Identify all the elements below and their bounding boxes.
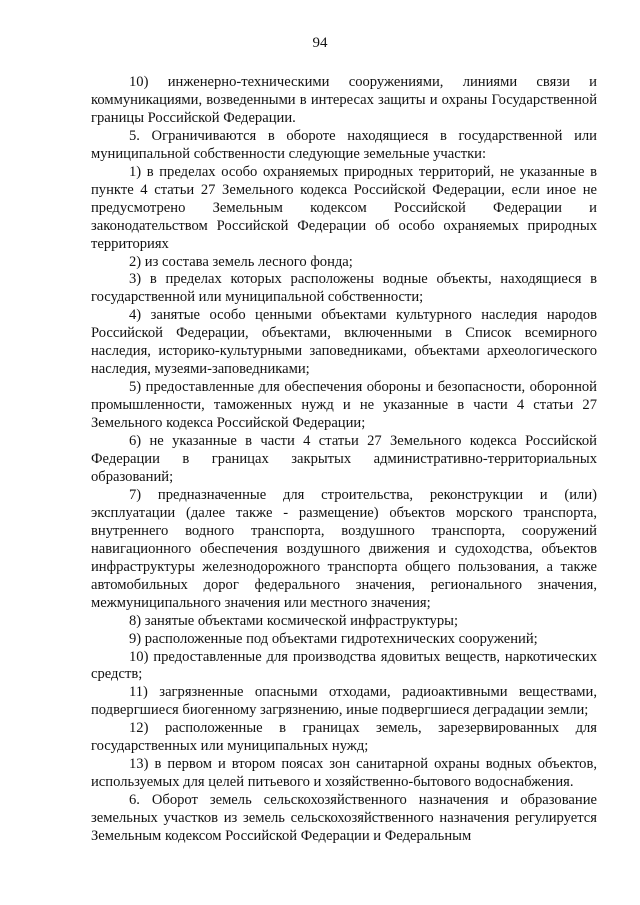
body-text — [91, 74, 597, 846]
paragraph-item-13: 13) в первом и втором поясах зон санитарной охраны водных объектов, используемых для целей питьевого и хозяйственно-бытового водоснабжения. — [91, 756, 597, 791]
paragraph-item-4: 4) занятые особо ценными объектами культурного наследия народов Российской Федерации, объектами, включенными в Список всемирного наследия, историко-культурными заповедниками, объектами археологического наследия, музеями-заповедниками; — [91, 307, 597, 378]
paragraph-item-3: 3) в пределах которых расположены водные объекты, находящиеся в государственной или муниципальной собственности; — [91, 271, 597, 306]
paragraph-item-7: 7) предназначенные для строительства, реконструкции и (или) эксплуатации (далее также - размещение) объектов морского транспорта, внутреннего водного транспорта, воздушного транспорта, сооружений навигационного обеспечения воздушного движения и судоходства, объектов инфраструктуры железнодорожного транспорта общего пользования, а также автомобильных дорог федерального значения, регионального значения, межмуниципального значения или местного значения; — [91, 486, 597, 611]
paragraph-item-6: 6) не указанные в части 4 статьи 27 Земельного кодекса Российской Федерации в границах закрытых административно-территориальных образований; — [91, 433, 597, 485]
paragraph-item-8: 8) занятые объектами космической инфраструктуры; — [129, 612, 459, 629]
paragraph-item-5: 5) предоставленные для обеспечения обороны и безопасности, оборонной промышленности, таможенных нужд и не указанные в части 4 статьи 27 Земельного кодекса Российской Федерации; — [91, 379, 597, 432]
paragraph-item-9: 9) расположенные под объектами гидротехнических сооружений; — [129, 630, 538, 647]
paragraph-item-2: 2) из состава земель лесного фонда; — [129, 253, 353, 270]
page-number: 94 — [312, 35, 328, 51]
paragraph-item-10-engineering: 10) инженерно-техническими сооружениями, линиями связи и коммуникациями, возведенными в интересах защиты и охраны Государственной границы Российской Федерации. — [91, 74, 597, 126]
paragraph-section-5: 5. Ограничиваются в обороте находящиеся в государственной или муниципальной собственности следующие земельные участки: — [91, 127, 597, 162]
paragraph-section-6: 6. Оборот земель сельскохозяйственного назначения и образование земельных участков из земель сельскохозяйственного назначения регулируется Земельным кодексом Российской Федерации и Федеральным — [91, 792, 597, 845]
paragraph-item-12: 12) расположенные в границах земель, зарезервированных для государственных или муниципальных нужд; — [91, 720, 597, 755]
paragraph-item-10: 10) предоставленные для производства ядовитых веществ, наркотических средств; — [91, 648, 597, 683]
paragraph-item-11: 11) загрязненные опасными отходами, радиоактивными веществами, подвергшиеся биогенному загрязнению, иные подвергшиеся деградации земли; — [91, 684, 597, 719]
paragraph-item-1: 1) в пределах особо охраняемых природных территорий, не указанные в пункте 4 статьи 27 Земельного кодекса Российской Федерации, если иное не предусмотрено Земельным кодексом Российской Федерации и законодательством Российской Федерации об особо охраняемых природных территориях — [91, 163, 597, 252]
